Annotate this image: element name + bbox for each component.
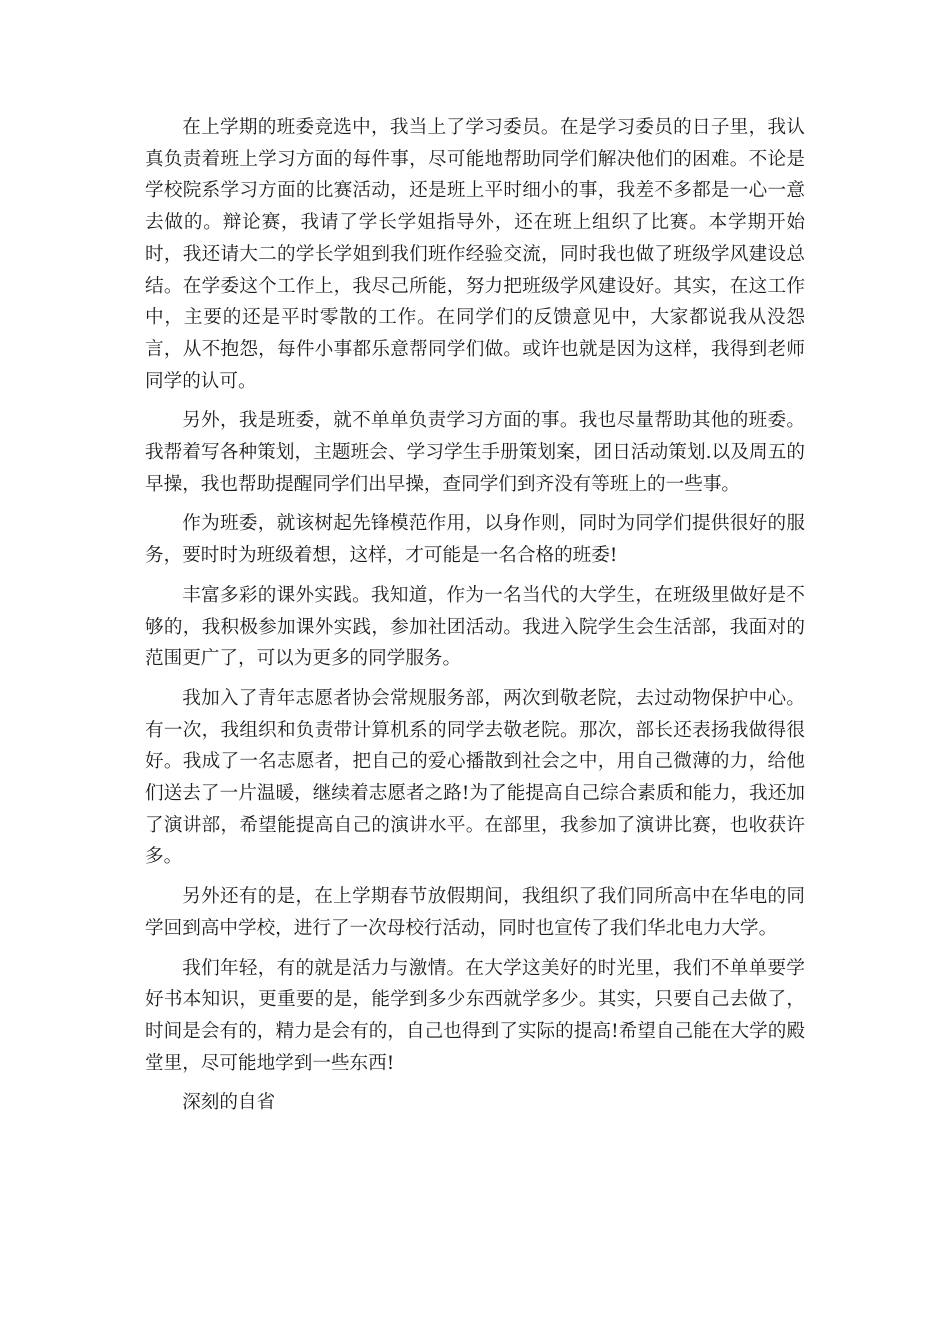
paragraph-volunteer: 我加入了青年志愿者协会常规服务部，两次到敬老院，去过动物保护中心。有一次，我组织和负责带计算机系的同学去敬老院。那次，部长还表扬我做得很好。我成了一名志愿者，把自己的爱心播散到社会之中，用自己微薄的力，给他们送去了一片温暖，继续着志愿者之路!为了能提高自己综合素质和能力，我还加了演讲部，希望能提高自己的演讲水平。在部里，我参加了演讲比赛，也收获许多。: [145, 687, 805, 868]
paragraph-role-model: 作为班委，就该树起先锋模范作用，以身作则，同时为同学们提供很好的服务，要时时为班级着想，这样，才可能是一名合格的班委!: [145, 513, 805, 567]
document-body: [145, 112, 805, 1127]
paragraph-alma-mater: 另外还有的是，在上学期春节放假期间，我组织了我们同所高中在华电的同学回到高中学校，进行了一次母校行活动，同时也宣传了我们华北电力大学。: [145, 886, 805, 939]
paragraph-study-committee: 在上学期的班委竞选中，我当上了学习委员。在是学习委员的日子里，我认真负责着班上学习方面的每件事，尽可能地帮助同学们解决他们的困难。不论是学校院系学习方面的比赛活动，还是班上平时细小的事，我差不多都是一心一意去做的。辩论赛，我请了学长学姐指导外，还在班上组织了比赛。本学期开始时，我还请大二的学长学姐到我们班作经验交流，同时我也做了班级学风建设总结。在学委这个工作上，我尽己所能，努力把班级学风建设好。其实，在这工作中，主要的还是平时零散的工作。在同学们的反馈意见中，大家都说我从没怨言，从不抱怨，每件小事都乐意帮同学们做。或许也就是因为这样，我得到老师同学的认可。: [145, 117, 805, 392]
paragraph-extracurricular: 丰富多彩的课外实践。我知道，作为一名当代的大学生，在班级里做好是不够的，我积极参加课外实践，参加社团活动。我进入院学生会生活部，我面对的范围更广了，可以为更多的同学服务。: [145, 584, 805, 670]
section-heading-self-reflection: 深刻的自省: [182, 1092, 276, 1114]
paragraph-youth: 我们年轻，有的就是活力与激情。在大学这美好的时光里，我们不单单要学好书本知识，更重要的是，能学到多少东西就学多少。其实，只要自己去做了，时间是会有的，精力是会有的，自己也得到了实际的提高!希望自己能在大学的殿堂里，尽可能地学到一些东西!: [145, 957, 805, 1074]
paragraph-other-duties: 另外，我是班委，就不单单负责学习方面的事。我也尽量帮助其他的班委。我帮着写各种策划，主题班会、学习学生手册策划案，团日活动策划.以及周五的早操，我也帮助提醒同学们出早操，查同学们到齐没有等班上的一些事。: [145, 410, 805, 495]
